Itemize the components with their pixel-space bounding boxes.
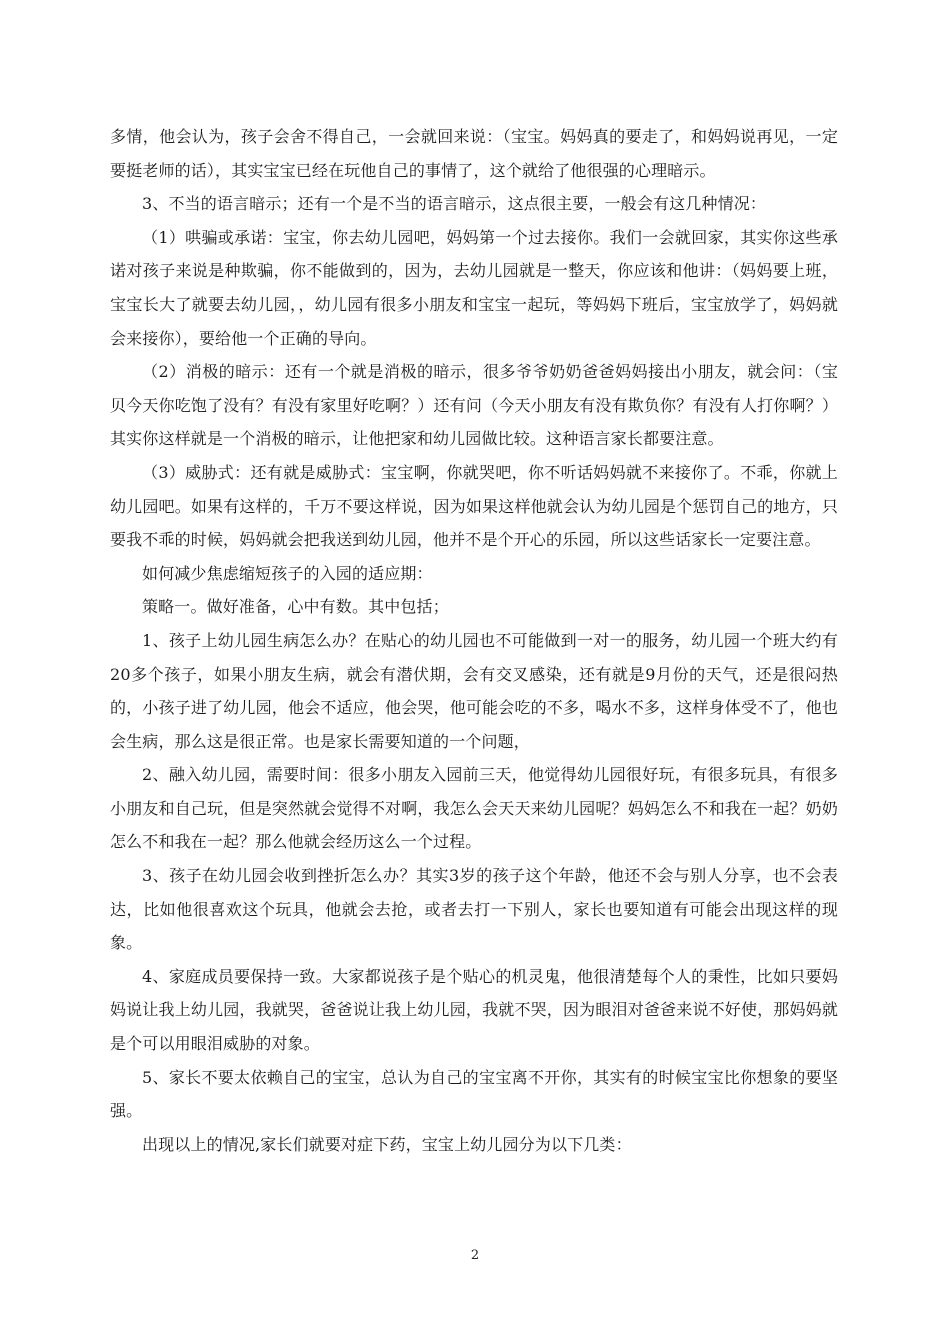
paragraph-7: 策略一。做好准备，心中有数。其中包括； <box>142 597 449 617</box>
paragraph-3: （1）哄骗或承诺：宝宝，你去幼儿园吧，妈妈第一个过去接你。我们一会就回家，其实你这些承诺对孩子来说是种欺骗，你不能做到的，因为，去幼儿园就是一整天，你应该和他讲：（妈妈要上班，宝宝长大了就要去幼儿园，，幼儿园有很多小朋友和宝宝一起玩，等妈妈下班后，宝宝放学了，妈妈就会来接你），要给他一个正确的导向。 <box>110 227 838 348</box>
paragraph-11: 4、家庭成员要保持一致。大家都说孩子是个贴心的机灵鬼，他很清楚每个人的秉性，比如只要妈妈说让我上幼儿园，我就哭，爸爸说让我上幼儿园，我就不哭，因为眼泪对爸爸来说不好使，那妈妈就是个可以用眼泪威胁的对象。 <box>110 966 838 1054</box>
page-number: 2 <box>470 1248 480 1263</box>
paragraph-9: 2、融入幼儿园，需要时间：很多小朋友入园前三天，他觉得幼儿园很好玩，有很多玩具，有很多小朋友和自己玩，但是突然就会觉得不对啊，我怎么会天天来幼儿园呢？妈妈怎么不和我在一起？奶奶怎么不和我在一起？那么他就会经历这么一个过程。 <box>110 765 838 852</box>
document-body <box>110 120 838 1161</box>
paragraph-12: 5、家长不要太依赖自己的宝宝，总认为自己的宝宝离不开你，其实有的时候宝宝比你想象的要坚强。 <box>110 1067 838 1121</box>
paragraph-4: （2）消极的暗示：还有一个就是消极的暗示，很多爷爷奶奶爸爸妈妈接出小朋友，就会问：（宝贝今天你吃饱了没有？有没有家里好吃啊？）还有问（今天小朋友有没有欺负你？有没有人打你啊？）其实你这样就是一个消极的暗示，让他把家和幼儿园做比较。这种语言家长都要注意。 <box>110 362 838 449</box>
paragraph-2: 3、不当的语言暗示；还有一个是不当的语言暗示，这点很主要，一般会有这几种情况： <box>142 194 767 214</box>
paragraph-8: 1、孩子上幼儿园生病怎么办？在贴心的幼儿园也不可能做到一对一的服务，幼儿园一个班大约有20多个孩子，如果小朋友生病，就会有潜伏期，会有交叉感染，还有就是9月份的天气，还是很闷热的，小孩子进了幼儿园，他会不适应，他会哭，他可能会吃的不多，喝水不多，这样身体受不了，他也会生病，那么这是很正常。也是家长需要知道的一个问题， <box>110 630 838 751</box>
paragraph-5: （3）威胁式：还有就是威胁式：宝宝啊，你就哭吧，你不听话妈妈就不来接你了。不乖，你就上幼儿园吧。如果有这样的，千万不要这样说，因为如果这样他就会认为幼儿园是个惩罚自己的地方，只要我不乖的时候，妈妈就会把我送到幼儿园，他并不是个开心的乐园，所以这些话家长一定要注意。 <box>110 462 838 550</box>
paragraph-1: 多情，他会认为，孩子会舍不得自己，一会就回来说：（宝宝。妈妈真的要走了，和妈妈说再见，一定要挺老师的话），其实宝宝已经在玩他自己的事情了，这个就给了他很强的心理暗示。 <box>110 127 838 180</box>
paragraph-6: 如何减少焦虑缩短孩子的入园的适应期： <box>142 563 433 583</box>
paragraph-13: 出现以上的情况,家长们就要对症下药，宝宝上幼儿园分为以下几类： <box>142 1134 632 1154</box>
paragraph-10: 3、孩子在幼儿园会收到挫折怎么办？其实3岁的孩子这个年龄，他还不会与别人分享，也不会表达，比如他很喜欢这个玩具，他就会去抢，或者去打一下别人，家长也要知道有可能会出现这样的现象。 <box>110 866 838 953</box>
